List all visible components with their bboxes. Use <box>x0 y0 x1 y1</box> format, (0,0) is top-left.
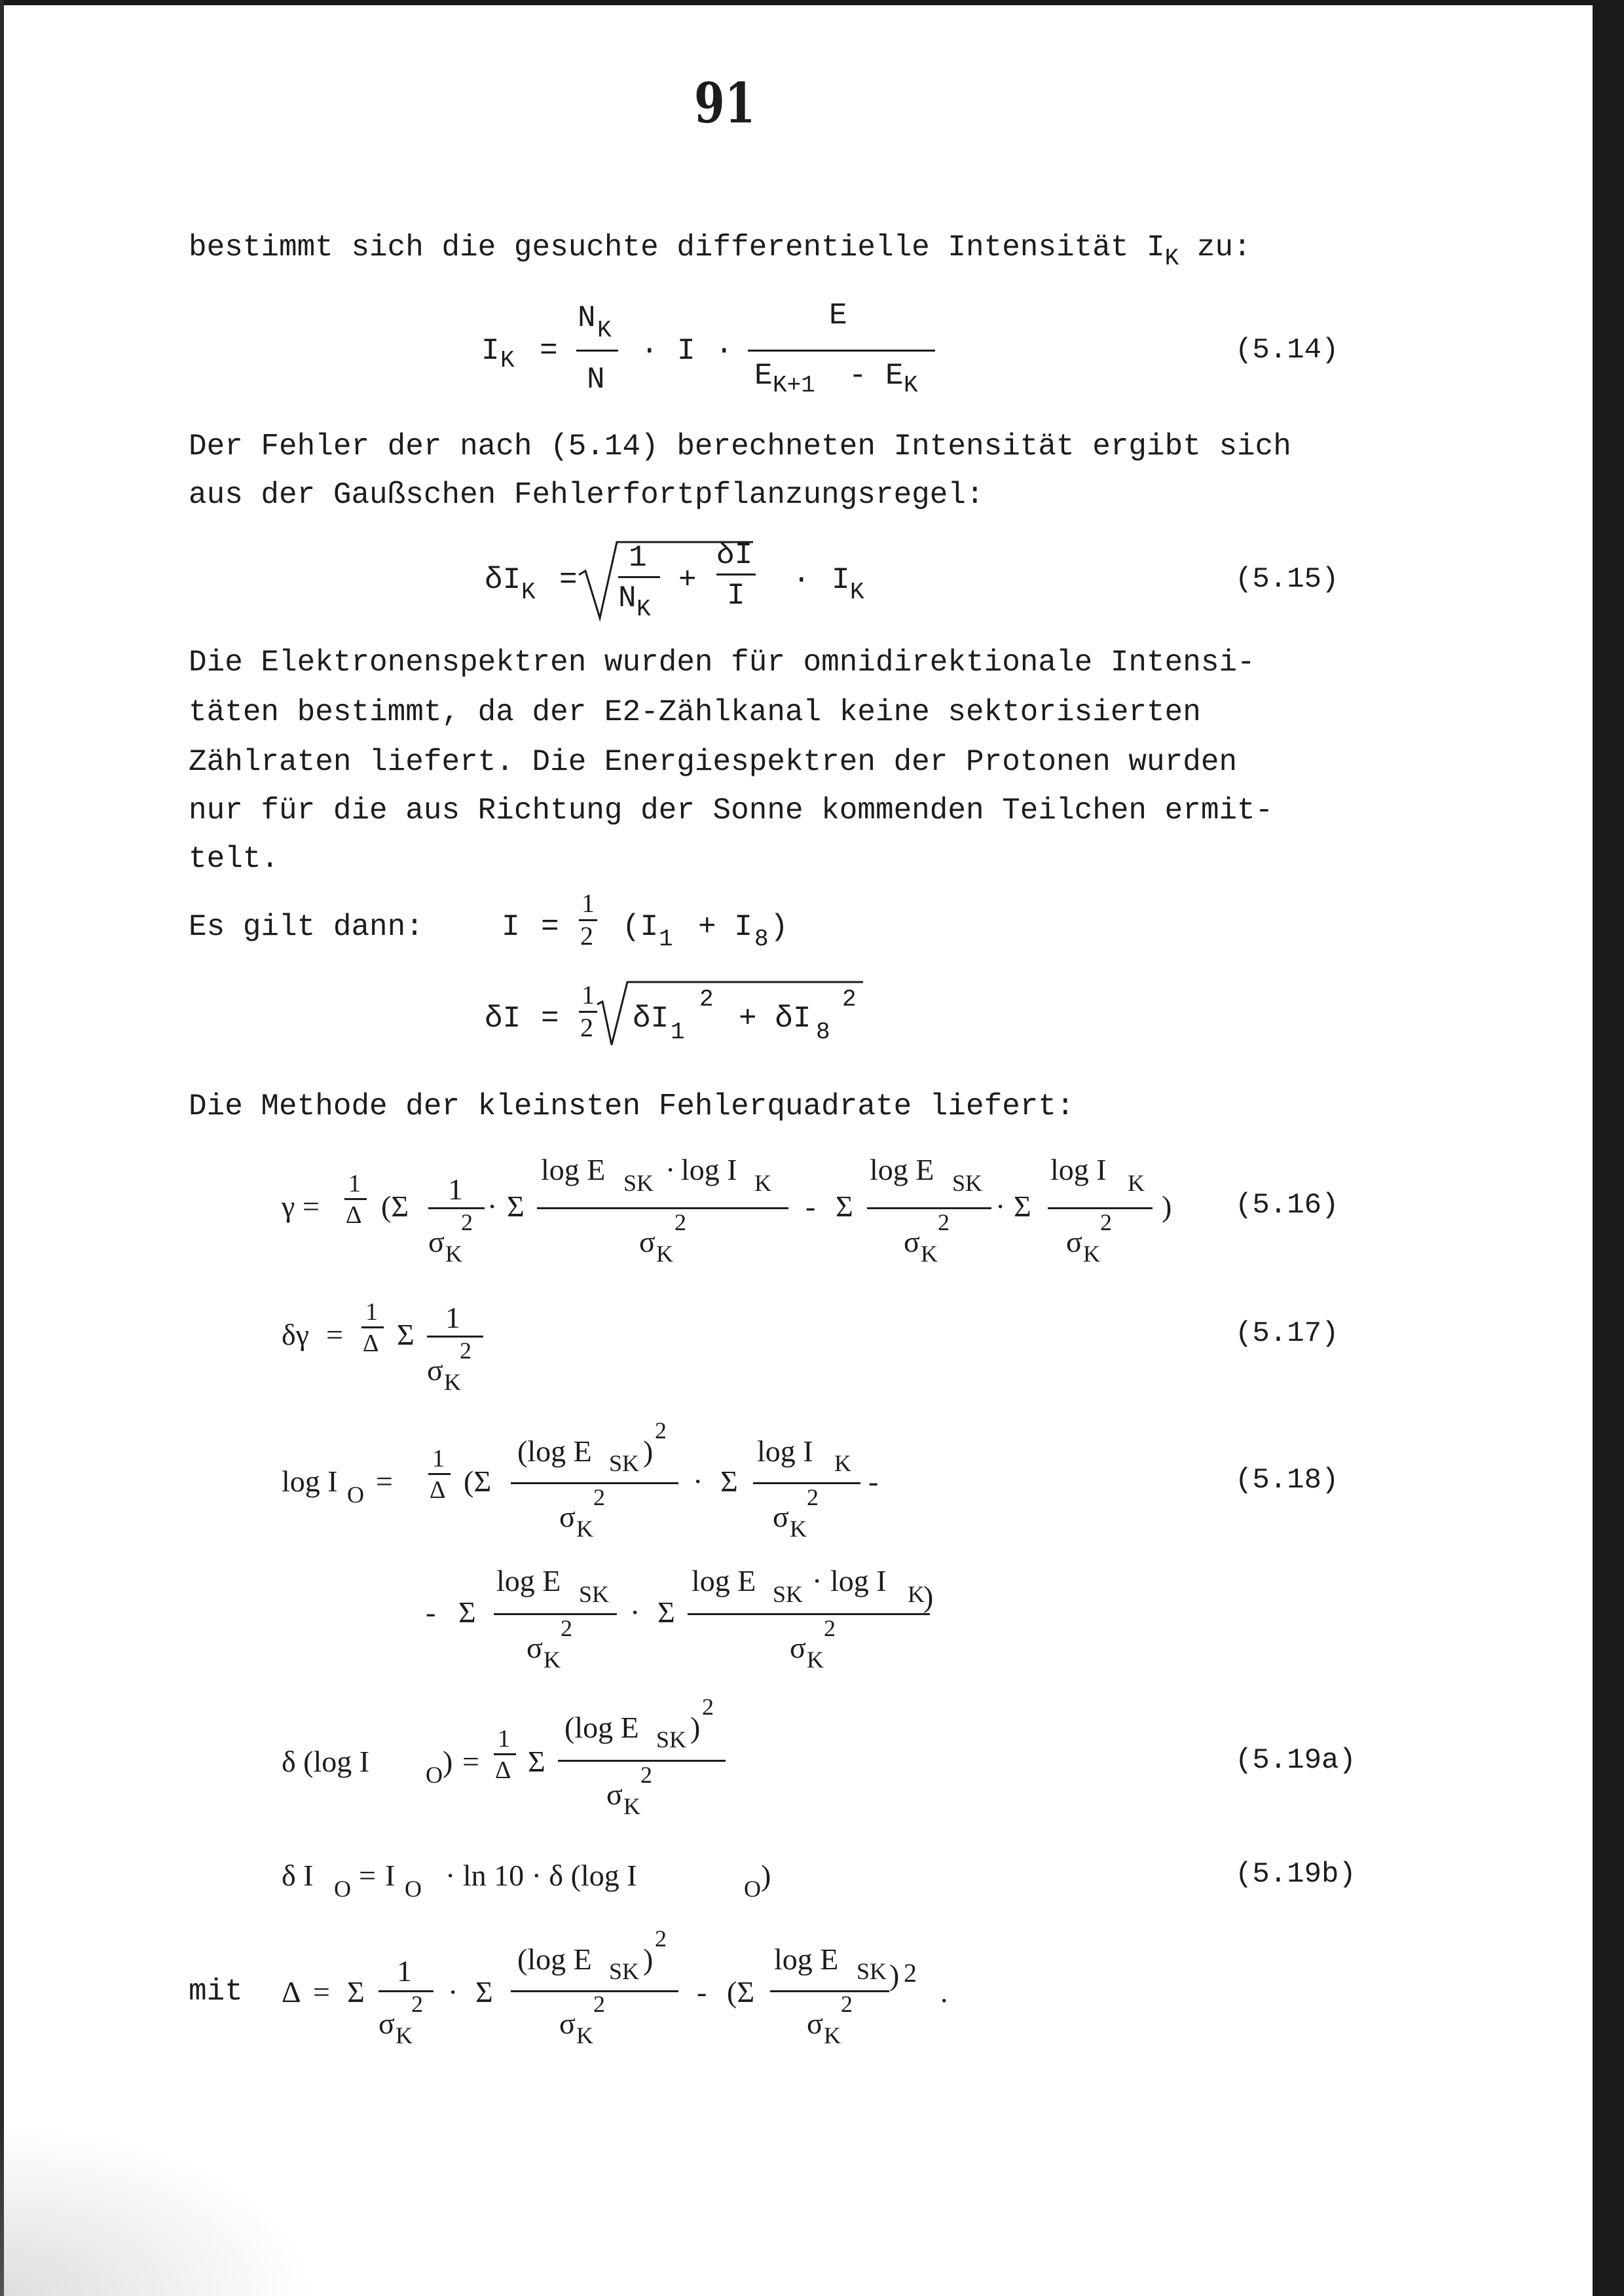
subscript: SK <box>952 1170 983 1196</box>
superscript: 2 <box>655 1417 667 1444</box>
subscript: O <box>405 1876 422 1902</box>
sigma: Σ <box>528 1745 545 1778</box>
equals: = <box>359 1859 376 1892</box>
superscript: 2 <box>561 1615 572 1641</box>
subscript: K <box>576 1516 593 1542</box>
subscript: K <box>576 2022 593 2049</box>
subscript: K <box>1083 1241 1100 1267</box>
subscript: O <box>744 1876 761 1902</box>
superscript: 2 <box>411 1991 423 2017</box>
numerator: log E <box>774 1942 839 1976</box>
sigma: (Σ <box>464 1465 492 1498</box>
subscript: SK <box>579 1581 610 1607</box>
symbol: δ I <box>282 1859 314 1892</box>
denominator: σ <box>526 1631 543 1664</box>
numerator: 1 <box>629 541 647 575</box>
subscript: K <box>904 372 918 399</box>
subscript: K <box>597 317 612 344</box>
page-number: 91 <box>694 71 756 136</box>
equals: = <box>541 910 559 944</box>
subscript: O <box>426 1762 443 1788</box>
numerator: N <box>578 301 596 335</box>
numerator: 1 <box>365 1298 378 1326</box>
numerator: (log E <box>517 1434 592 1468</box>
equals: = <box>303 1190 320 1223</box>
dot: · <box>487 1190 498 1223</box>
superscript: 2 <box>593 1991 605 2017</box>
symbol: δI <box>485 563 521 597</box>
subscript: K <box>500 347 515 374</box>
numerator: 1 <box>432 1445 445 1472</box>
subscript: SK <box>857 1958 887 1984</box>
equals: = <box>540 334 558 368</box>
subscript: SK <box>609 1450 640 1476</box>
fraction-bar <box>378 1990 434 1992</box>
equals: = <box>376 1465 393 1498</box>
superscript: 2 <box>460 1338 471 1364</box>
symbol: + I <box>698 910 752 944</box>
symbol: I <box>677 334 695 368</box>
numerator: (log E <box>517 1942 592 1976</box>
subscript: 8 <box>754 926 769 953</box>
fraction-bar <box>428 1207 485 1209</box>
equation-number: (5.18) <box>1235 1464 1339 1497</box>
symbol: log I <box>282 1465 338 1498</box>
sigma: Σ <box>397 1318 415 1351</box>
equation-number: (5.15) <box>1235 563 1339 596</box>
subscript: K <box>521 579 536 606</box>
dot: · <box>812 1564 822 1597</box>
numerator: E <box>829 299 847 333</box>
subscript: SK <box>656 1726 687 1753</box>
equals: = <box>462 1745 479 1778</box>
numerator: log I <box>681 1153 737 1186</box>
subscript: K <box>824 2022 841 2049</box>
dot: · <box>715 334 733 368</box>
minus: - <box>868 1465 879 1498</box>
subscript: K <box>444 1369 461 1395</box>
subscript: SK <box>609 1958 640 1984</box>
scan-border-top <box>0 0 1624 5</box>
fraction-bar <box>618 576 660 578</box>
paren: ) <box>643 1942 654 1976</box>
subscript: K <box>790 1516 807 1542</box>
numerator: 1 <box>581 980 595 1010</box>
equation-number: (5.19a) <box>1235 1744 1356 1777</box>
dot: · <box>448 1975 458 2009</box>
text-line-4: Die Elektronenspektren wurden für omnidirektionale Intensi- <box>189 646 1255 680</box>
dot: · <box>640 334 659 368</box>
equals: = <box>541 1002 559 1036</box>
sigma: Σ <box>657 1595 675 1629</box>
superscript: 2 <box>841 1991 853 2017</box>
subscript: K <box>754 1170 771 1196</box>
sigma: Σ <box>1014 1190 1031 1223</box>
symbol: Δ <box>282 1975 301 2009</box>
denominator: σ <box>807 2007 823 2040</box>
symbol: δ (log I <box>282 1745 370 1778</box>
denominator: σ <box>904 1225 920 1258</box>
symbol: · ln 10 · δ (log I <box>445 1859 637 1892</box>
fraction-bar <box>427 1336 483 1338</box>
sigma: Σ <box>720 1465 738 1498</box>
text-line-7: nur für die aus Richtung der Sonne kommenden Teilchen ermit- <box>189 793 1274 828</box>
symbol: I <box>832 563 850 597</box>
equation-number: (5.19b) <box>1235 1858 1356 1891</box>
numerator: log I <box>757 1434 813 1468</box>
paren: ) <box>889 1958 900 1992</box>
paren: ) <box>923 1580 934 1613</box>
subscript: K <box>834 1450 851 1476</box>
symbol: δI <box>485 1002 521 1036</box>
subscript: K <box>396 2022 413 2049</box>
fraction-bar <box>494 1753 516 1755</box>
sigma: (Σ <box>381 1190 409 1223</box>
subscript: 1 <box>659 926 673 953</box>
superscript: 2 <box>640 1762 652 1788</box>
symbol: I <box>481 334 500 368</box>
denominator: N <box>618 581 637 615</box>
dot: · <box>995 1190 1006 1223</box>
dot: · <box>630 1595 640 1629</box>
paren: ) <box>690 1711 701 1744</box>
superscript: 2 <box>1100 1209 1112 1235</box>
numerator: δI <box>716 538 753 572</box>
superscript: 2 <box>842 986 857 1013</box>
subscript: 1 <box>671 1019 685 1046</box>
denominator: σ <box>427 1353 443 1387</box>
subscript: K <box>544 1647 561 1673</box>
paren: ) <box>443 1745 453 1778</box>
subscript: 8 <box>816 1019 830 1046</box>
superscript: 2 <box>593 1484 605 1510</box>
denominator: Δ <box>363 1330 379 1357</box>
fraction-bar <box>748 350 935 352</box>
fraction-bar <box>716 574 756 575</box>
symbol: + δI <box>739 1002 811 1036</box>
subscript: K <box>623 1793 640 1819</box>
equals: = <box>559 563 578 597</box>
paren: ) <box>643 1434 654 1468</box>
denominator: Δ <box>495 1757 511 1784</box>
denominator: σ <box>559 2007 576 2040</box>
text-line-8: telt. <box>189 842 280 876</box>
fraction-bar <box>361 1326 384 1328</box>
symbol: E <box>754 359 773 393</box>
scan-noise <box>0 2126 314 2296</box>
denominator: σ <box>378 2007 395 2040</box>
period: . <box>940 1975 948 2009</box>
symbol: γ <box>282 1190 295 1223</box>
equals: = <box>313 1975 330 2009</box>
denominator: I <box>727 579 745 613</box>
minus: - <box>849 359 867 393</box>
numerator: 1 <box>448 1173 463 1206</box>
sigma: Σ <box>475 1975 493 2009</box>
equals: = <box>326 1318 343 1351</box>
numerator: 1 <box>581 888 595 918</box>
denominator: σ <box>790 1631 806 1664</box>
text-line-11: mit <box>189 1975 243 2009</box>
subscript: SK <box>623 1170 654 1196</box>
superscript: 2 <box>824 1615 836 1641</box>
fraction-bar <box>770 1990 889 1992</box>
dot: · <box>693 1465 703 1498</box>
denominator: N <box>587 363 605 397</box>
superscript: 2 <box>674 1209 686 1235</box>
symbol: I <box>502 910 520 944</box>
superscript: 2 <box>904 1958 917 1988</box>
paren: ) <box>1162 1190 1172 1223</box>
subscript: K <box>807 1647 824 1673</box>
denominator: σ <box>773 1500 789 1533</box>
denominator: Δ <box>430 1476 446 1504</box>
subscript: SK <box>773 1581 803 1607</box>
numerator: 1 <box>498 1725 510 1753</box>
sigma: Σ <box>458 1595 476 1629</box>
text-line-2: Der Fehler der nach (5.14) berechneten Intensität ergibt sich <box>189 429 1291 464</box>
fraction-bar <box>428 1473 451 1475</box>
dot: · <box>665 1153 676 1186</box>
numerator: log E <box>692 1564 756 1597</box>
text-line-10: Die Methode der kleinsten Fehlerquadrate liefert: <box>189 1089 1075 1123</box>
text-line-6: Zählraten liefert. Die Energiespektren der Protonen wurden <box>189 745 1238 779</box>
numerator: 1 <box>445 1301 460 1334</box>
sigma: (Σ <box>727 1975 755 2009</box>
superscript: 2 <box>702 1694 714 1720</box>
subscript: K <box>1164 245 1179 272</box>
dot: · <box>792 563 811 597</box>
numerator: log I <box>1050 1153 1107 1186</box>
scan-border-right <box>1593 0 1624 2296</box>
equation-number: (5.14) <box>1235 334 1339 367</box>
text: bestimmt sich die gesuchte differentielle Intensität I <box>189 230 1165 264</box>
numerator: log E <box>496 1564 561 1597</box>
paren: ) <box>770 910 788 944</box>
sigma: Σ <box>836 1190 853 1223</box>
denominator: Δ <box>346 1201 362 1229</box>
subscript: K <box>637 596 651 623</box>
symbol: δγ <box>282 1318 310 1351</box>
sigma: Σ <box>507 1190 525 1223</box>
numerator: log E <box>541 1153 606 1186</box>
denominator: σ <box>606 1777 623 1811</box>
denominator: 2 <box>580 921 593 951</box>
denominator: σ <box>428 1225 445 1258</box>
superscript: 2 <box>807 1484 819 1510</box>
numerator: log E <box>870 1153 934 1186</box>
fraction-bar <box>867 1207 991 1209</box>
sigma: Σ <box>347 1975 365 2009</box>
superscript: 2 <box>655 1925 667 1952</box>
text-line-5: täten bestimmt, da der E2-Zählkanal keine sektorisierten <box>189 695 1201 729</box>
fraction-bar <box>494 1613 617 1615</box>
text <box>1179 230 1197 264</box>
subscript: K <box>445 1241 462 1267</box>
symbol: δI <box>633 1002 669 1036</box>
text-line-9: Es gilt dann: <box>189 910 424 944</box>
scan-border-left <box>0 0 4 2296</box>
symbol: E <box>885 359 904 393</box>
subscript: K <box>908 1581 925 1607</box>
minus: - <box>805 1190 816 1223</box>
paren: ) <box>761 1859 771 1892</box>
equation-number: (5.17) <box>1235 1317 1339 1350</box>
plus: + <box>678 563 697 597</box>
text-line-3: aus der Gaußschen Fehlerfortpflanzungsregel: <box>189 478 984 512</box>
denominator: 2 <box>580 1013 593 1042</box>
subscript: O <box>334 1876 351 1902</box>
minus: - <box>697 1975 707 2009</box>
minus: - <box>426 1595 436 1629</box>
text-line-1 <box>189 230 1251 272</box>
fraction-bar <box>537 1207 788 1209</box>
denominator: σ <box>559 1500 576 1533</box>
fraction-bar <box>688 1613 930 1615</box>
symbol: (I <box>622 910 659 944</box>
superscript: 2 <box>938 1209 950 1235</box>
numerator: 1 <box>348 1170 361 1197</box>
equation-number: (5.16) <box>1235 1189 1339 1222</box>
subscript: K <box>850 579 864 606</box>
superscript: 2 <box>699 986 714 1013</box>
subscript: K <box>656 1241 673 1267</box>
numerator: 1 <box>397 1954 412 1988</box>
superscript: 2 <box>461 1209 473 1235</box>
denominator: σ <box>1066 1225 1082 1258</box>
text: zu: <box>1196 230 1251 264</box>
subscript: K <box>1128 1170 1145 1196</box>
numerator: (log E <box>564 1711 639 1744</box>
subscript: K+1 <box>773 372 815 399</box>
fraction-bar <box>576 350 618 352</box>
denominator: σ <box>639 1225 655 1258</box>
fraction-bar <box>344 1198 367 1200</box>
subscript: O <box>347 1482 364 1508</box>
symbol: I <box>385 1859 396 1892</box>
numerator: log I <box>830 1564 887 1597</box>
subscript: K <box>921 1241 938 1267</box>
